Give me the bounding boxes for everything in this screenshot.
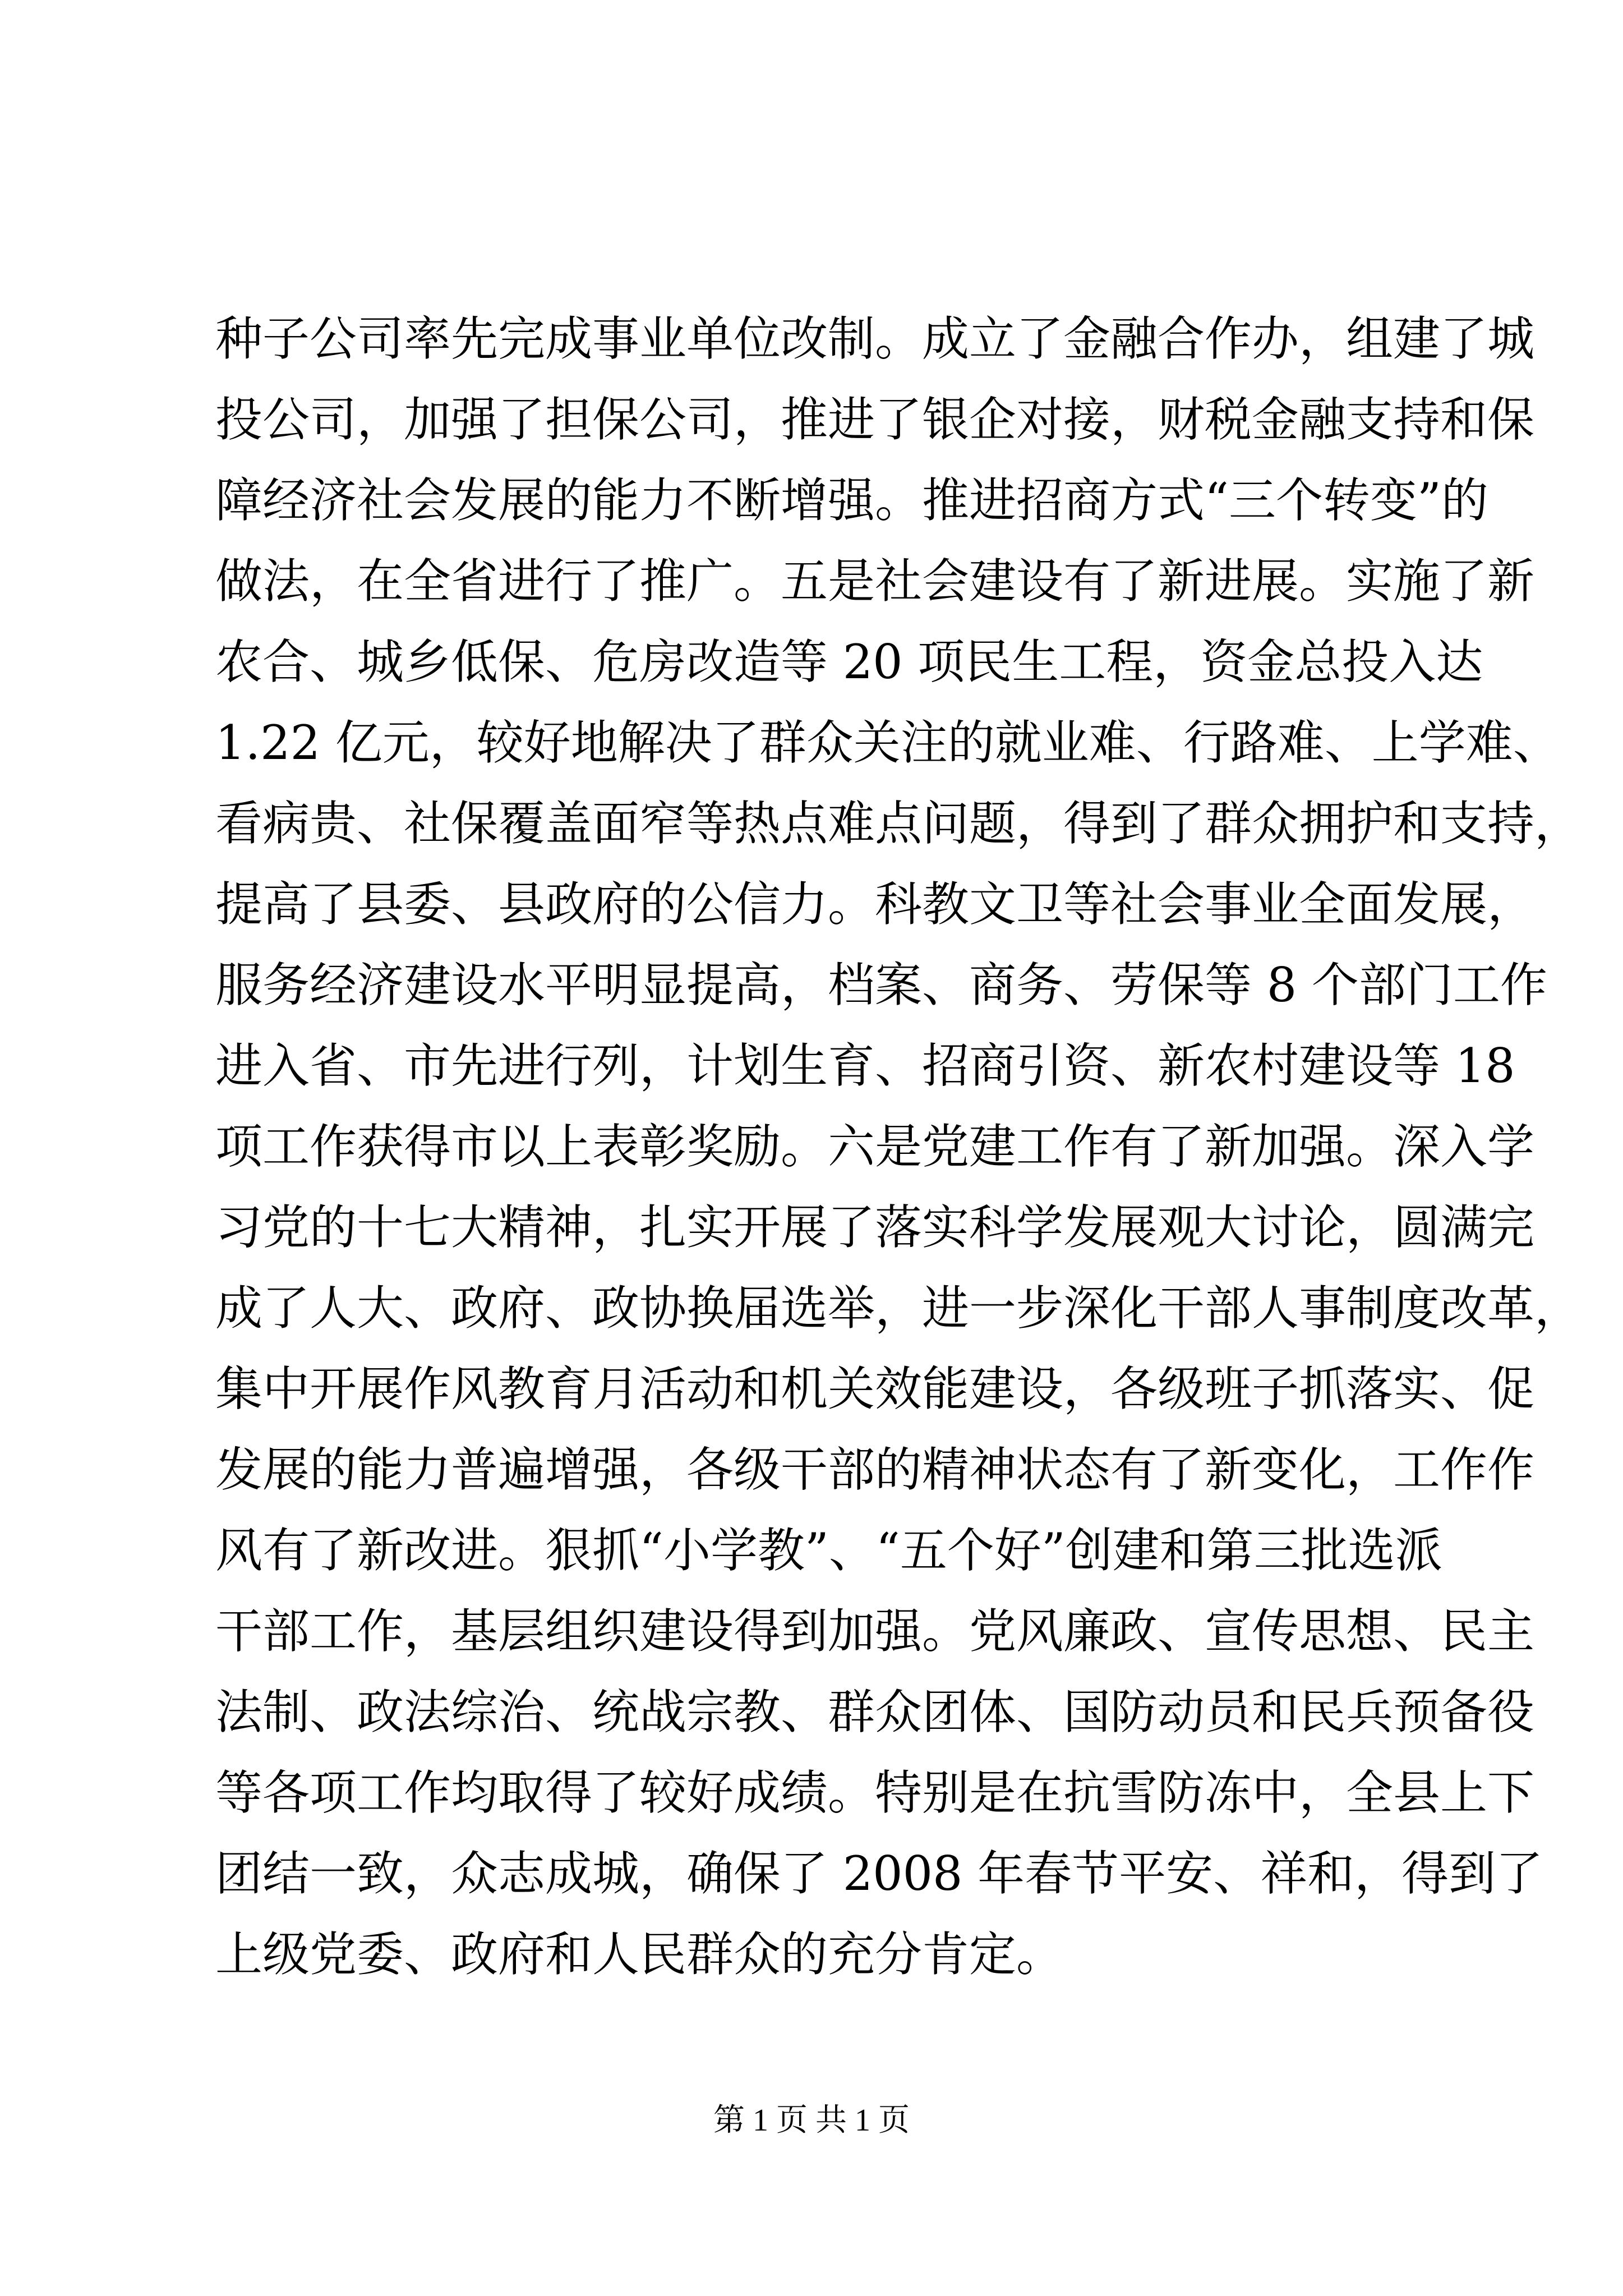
text-line: 提高了县委、县政府的公信力。科教文卫等社会事业全面发展，	[215, 877, 1535, 932]
text-line: 进入省、市先进行列，计划生育、招商引资、新农村建设等 18	[215, 1038, 1515, 1093]
text-line: 种子公司率先完成事业单位改制。成立了金融合作办，组建了城	[215, 311, 1535, 366]
text-line: 服务经济建设水平明显提高，档案、商务、劳保等 8 个部门工作	[215, 958, 1547, 1013]
page-number-footer: 第 1 页 共 1 页	[713, 2103, 910, 2138]
text-line: 投公司，加强了担保公司，推进了银企对接，财税金融支持和保	[215, 392, 1535, 447]
text-line: 看病贵、社保覆盖面窄等热点难点问题，得到了群众拥护和支持，	[215, 796, 1582, 851]
text-line: 障经济社会发展的能力不断增强。推进招商方式“三个转变”的	[215, 473, 1488, 528]
text-line: 集中开展作风教育月活动和机关效能建设，各级班子抓落实、促	[215, 1361, 1535, 1416]
text-line: 法制、政法综治、统战宗教、群众团体、国防动员和民兵预备役	[215, 1685, 1535, 1740]
text-line: 上级党委、政府和人民群众的充分肯定。	[215, 1927, 1064, 1982]
body-paragraph	[215, 298, 1582, 1995]
text-line: 等各项工作均取得了较好成绩。特别是在抗雪防冻中，全县上下	[215, 1765, 1535, 1820]
text-line: 项工作获得市以上表彰奖励。六是党建工作有了新加强。深入学	[215, 1119, 1535, 1174]
text-line: 1.22 亿元，较好地解决了群众关注的就业难、行路难、上学难、	[215, 715, 1560, 770]
text-line: 习党的十七大精神，扎实开展了落实科学发展观大讨论，圆满完	[215, 1200, 1535, 1255]
text-line: 农合、城乡低保、危房改造等 20 项民生工程，资金总投入达	[215, 634, 1483, 689]
text-line: 发展的能力普遍增强，各级干部的精神状态有了新变化，工作作	[215, 1442, 1535, 1497]
text-line: 做法，在全省进行了推广。五是社会建设有了新进展。实施了新	[215, 554, 1535, 609]
text-line: 风有了新改进。狠抓“小学教”、“五个好”创建和第三批选派	[215, 1523, 1442, 1578]
text-line: 干部工作，基层组织建设得到加强。党风廉政、宣传思想、民主	[215, 1604, 1535, 1659]
text-line: 团结一致，众志成城，确保了 2008 年春节平安、祥和，得到了	[215, 1846, 1543, 1901]
text-line: 成了人大、政府、政协换届选举，进一步深化干部人事制度改革，	[215, 1281, 1582, 1336]
